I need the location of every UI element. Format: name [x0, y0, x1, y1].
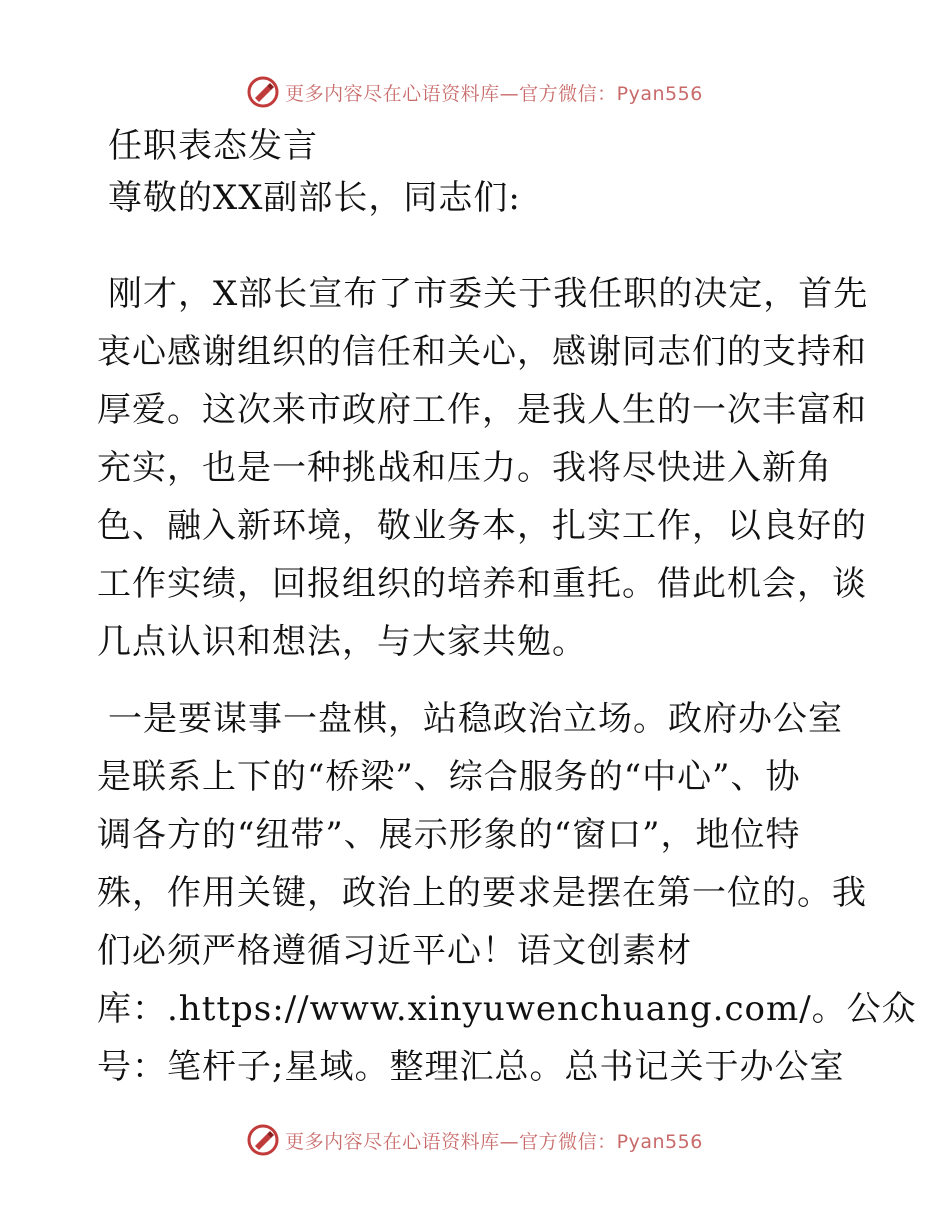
- pen-logo-icon: [247, 76, 279, 108]
- text-line: 厚爱。这次来市政府工作，是我人生的一次丰富和: [97, 390, 867, 430]
- watermark-text: 更多内容尽在心语资料库—官方微信：Pyan556: [285, 82, 703, 105]
- header-watermark: [0, 72, 950, 112]
- text-line: 一是要谋事一盘棋，站稳政治立场。政府办公室: [108, 699, 843, 739]
- paragraph-opening: [97, 265, 869, 671]
- paragraph-point-one: [97, 690, 917, 1096]
- text-line: 色、融入新环境，敬业务本，扎实工作，以良好的: [97, 506, 867, 546]
- text-line: 刚才，X部长宣布了市委关于我任职的决定，首先: [108, 274, 869, 314]
- pen-logo-icon: [247, 1124, 279, 1156]
- text-line: 们必须严格遵循习近平心！语文创素材: [97, 931, 692, 971]
- text-line: 工作实绩，回报组织的培养和重托。借此机会，谈: [97, 564, 867, 604]
- text-line: 号：笔杆子;星域。整理汇总。总书记关于办公室: [97, 1047, 845, 1087]
- greeting-line: 尊敬的XX副部长，同志们:: [108, 178, 521, 218]
- watermark-text: 更多内容尽在心语资料库—官方微信：Pyan556: [285, 1130, 703, 1153]
- text-line: 几点认识和想法，与大家共勉。: [97, 622, 587, 662]
- text-line: 库：.https://www.xinyuwenchuang.com/。公众: [97, 989, 917, 1029]
- document-title: 任职表态发言: [108, 126, 318, 166]
- text-line: 充实，也是一种挑战和压力。我将尽快进入新角: [97, 448, 832, 488]
- text-line: 殊，作用关键，政治上的要求是摆在第一位的。我: [97, 873, 867, 913]
- footer-watermark: [0, 1120, 950, 1160]
- text-line: 是联系上下的“桥梁”、综合服务的“中心”、协: [97, 757, 801, 797]
- text-line: 调各方的“纽带”、展示形象的“窗口”，地位特: [97, 815, 801, 855]
- text-line: 衷心感谢组织的信任和关心，感谢同志们的支持和: [97, 332, 867, 372]
